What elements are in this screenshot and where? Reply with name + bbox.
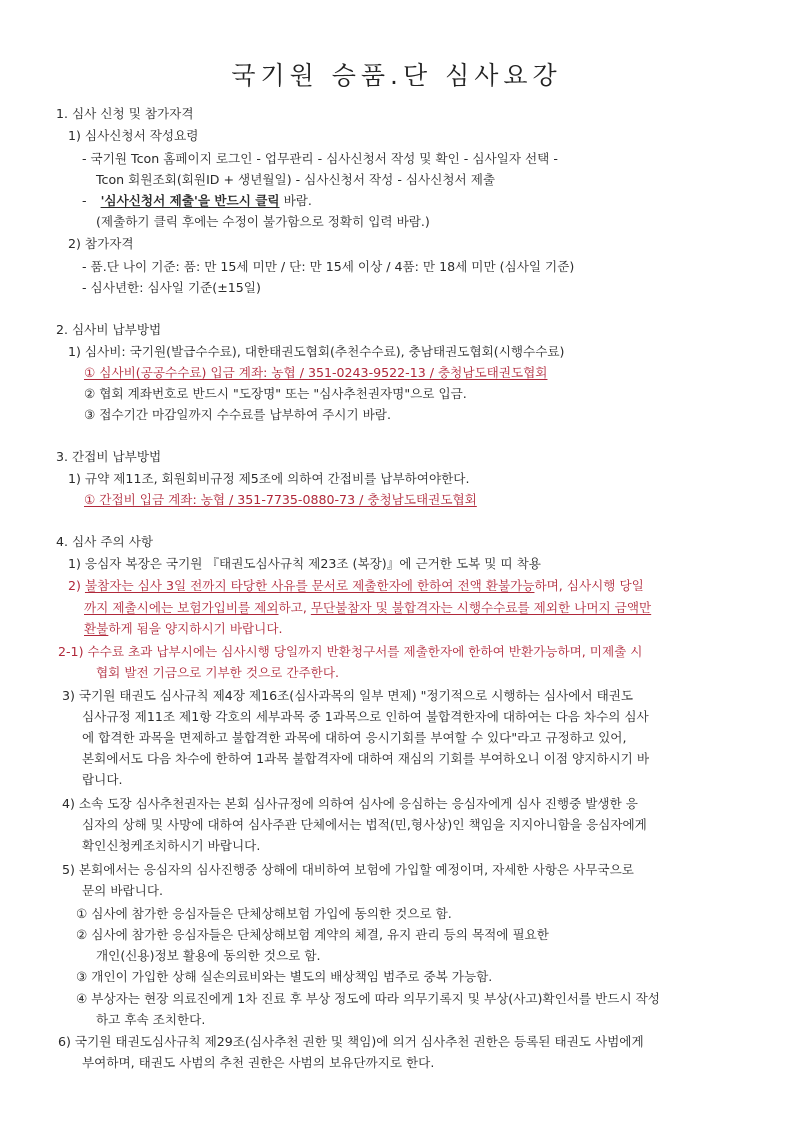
submit-emphasis: '심사신청서 제출'을 반드시 클릭 <box>100 193 280 208</box>
clause-4-line-2: 하고 후속 조치한다. <box>96 1012 206 1027</box>
item-6-line-2: 부여하며, 태권도 사범의 추천 권한은 사범의 보유단까지로 한다. <box>82 1055 435 1070</box>
section-4-heading: 4. 심사 주의 사항 <box>56 534 154 549</box>
item-2-line-3 <box>84 621 283 637</box>
item-4-line-3: 확인신청케조치하시기 바랍니다. <box>82 838 261 853</box>
item-2-text: 하게 됨을 양지하시기 바랍니다. <box>108 621 283 636</box>
exam-fee-account: ① 심사비(공공수수료) 입금 계좌: 농협 / 351-0243-9522-13 / 충청남도태권도협회 <box>84 365 548 380</box>
item-5-line-1: 5) 본회에서는 응심자의 심사진행중 상해에 대비하여 보험에 가입할 예정이며, 자세한 사항은 사무국으로 <box>62 862 634 877</box>
item-6-line-1: 6) 국기원 태권도심사규칙 제29조(심사추천 권한 및 책임)에 의거 심사추천 권한은 등록된 태권도 사범에게 <box>58 1034 644 1049</box>
section-1-line-3 <box>82 193 312 209</box>
section-1-sub-2: 2) 참가자격 <box>68 236 134 251</box>
item-3-line-2: 심사규정 제11조 제1항 각호의 세부과목 중 1과목으로 인하여 불합격한자에 대하여는 다음 차수의 심사 <box>82 709 649 724</box>
section-1-sub-1: 1) 심사신청서 작성요령 <box>68 128 199 143</box>
section-1-line-1: - 국기원 Tcon 홈페이지 로그인 - 업무관리 - 심사신청서 작성 및 확인 - 심사일자 선택 - <box>82 151 558 166</box>
item-1: 1) 응심자 복장은 국기원 『태권도심사규칙 제23조 (복장)』에 근거한 도복 및 띠 착용 <box>68 556 541 571</box>
indirect-fee-account: ① 간접비 입금 계좌: 농협 / 351-7735-0880-73 / 충청남도태권도협회 <box>84 492 477 507</box>
section-1-line-6: - 심사년한: 심사일 기준(±15일) <box>82 280 261 295</box>
section-2-line-1: 1) 심사비: 국기원(발급수수료), 대한태권도협회(추천수수료), 충남태권도협회(시행수수료) <box>68 344 565 359</box>
item-2-text: 하고, <box>278 600 311 615</box>
item-2-1-line-2: 협회 발전 기금으로 기부한 것으로 간주한다. <box>96 665 339 680</box>
clause-2-line-2: 개인(신용)정보 활용에 동의한 것으로 함. <box>96 948 321 963</box>
item-4-line-1: 4) 소속 도장 심사추천권자는 본회 심사규정에 의하여 심사에 응심하는 응심자에게 심사 진행중 발생한 응 <box>62 796 638 811</box>
clause-1: ① 심사에 참가한 응심자들은 단체상해보험 가입에 동의한 것으로 함. <box>76 906 452 921</box>
item-2-line-2 <box>84 600 651 616</box>
item-2-text: 하며, 심사시행 당일 <box>534 578 644 593</box>
item-3-line-3: 에 합격한 과목을 면제하고 불합격한 과목에 대하여 응시기회를 부여할 수 있다"라고 규정하고 있어, <box>82 730 627 745</box>
absentee-refund: 무단불참자 및 불합격자는 시행수수료를 제외한 나머지 금액만 <box>310 600 652 615</box>
item-2-number: 2) <box>68 578 81 593</box>
section-3-heading: 3. 간접비 납부방법 <box>56 449 162 464</box>
page-title: 국기원 승품.단 심사요강 <box>231 61 562 90</box>
item-2-line-1 <box>68 578 644 594</box>
dash: - <box>82 193 87 208</box>
item-3-line-4: 본회에서도 다음 차수에 한하여 1과목 불합격자에 대하여 재심의 기회를 부여하오니 이점 양지하시기 바 <box>82 751 650 766</box>
item-2-1-line-1: 2-1) 수수료 초과 납부시에는 심사시행 당일까지 반환청구서를 제출한자에 한하여 반환가능하며, 미제출 시 <box>58 644 643 659</box>
item-5-line-2: 문의 바랍니다. <box>82 883 163 898</box>
section-1-line-5: - 품.단 나이 기준: 품: 만 15세 미만 / 단: 만 15세 이상 / 4품: 만 18세 미만 (심사일 기준) <box>82 259 575 274</box>
section-2-line-4: ③ 접수기간 마감일까지 수수료를 납부하여 주시기 바람. <box>84 407 391 422</box>
section-2-heading: 2. 심사비 납부방법 <box>56 322 162 337</box>
item-3-line-5: 랍니다. <box>82 772 123 787</box>
clause-4-line-1: ④ 부상자는 현장 의료진에게 1차 진료 후 부상 정도에 따라 의무기록지 및 부상(사고)확인서를 반드시 작성 <box>76 991 660 1006</box>
clause-2-line-1: ② 심사에 참가한 응심자들은 단체상해보험 계약의 체결, 유지 관리 등의 목적에 필요한 <box>76 927 549 942</box>
item-3-line-1: 3) 국기원 태권도 심사규칙 제4장 제16조(심사과목의 일부 면제) "정기적으로 시행하는 심사에서 태권도 <box>62 688 634 703</box>
section-3-line-1: 1) 규약 제11조, 회원회비규정 제5조에 의하여 간접비를 납부하여야한다. <box>68 471 470 486</box>
line-rest: 바람. <box>279 193 312 208</box>
refund-condition: 불참자는 심사 3일 전까지 타당한 사유를 문서로 제출한자에 한하여 전액 환불가능 <box>84 578 535 593</box>
clause-3: ③ 개인이 가입한 상해 실손의료비와는 별도의 배상책임 범주로 중복 가능함. <box>76 969 493 984</box>
section-1-line-4: (제출하기 클릭 후에는 수정이 불가함으로 정확히 입력 바람.) <box>96 214 430 229</box>
section-1-line-2: Tcon 회원조회(회원ID + 생년월일) - 심사신청서 작성 - 심사신청서 제출 <box>96 172 496 187</box>
section-1-heading: 1. 심사 신청 및 참가자격 <box>56 106 194 121</box>
item-4-line-2: 심자의 상해 및 사망에 대하여 심사주관 단체에서는 법적(민,형사상)인 책임을 지지아니함을 응심자에게 <box>82 817 647 832</box>
insurance-exclusion: 까지 제출시에는 보험가입비를 제외 <box>84 600 279 615</box>
section-2-line-3: ② 협회 계좌번호로 반드시 "도장명" 또는 "심사추천권자명"으로 입금. <box>84 386 467 401</box>
refund-word: 환불 <box>84 621 109 636</box>
